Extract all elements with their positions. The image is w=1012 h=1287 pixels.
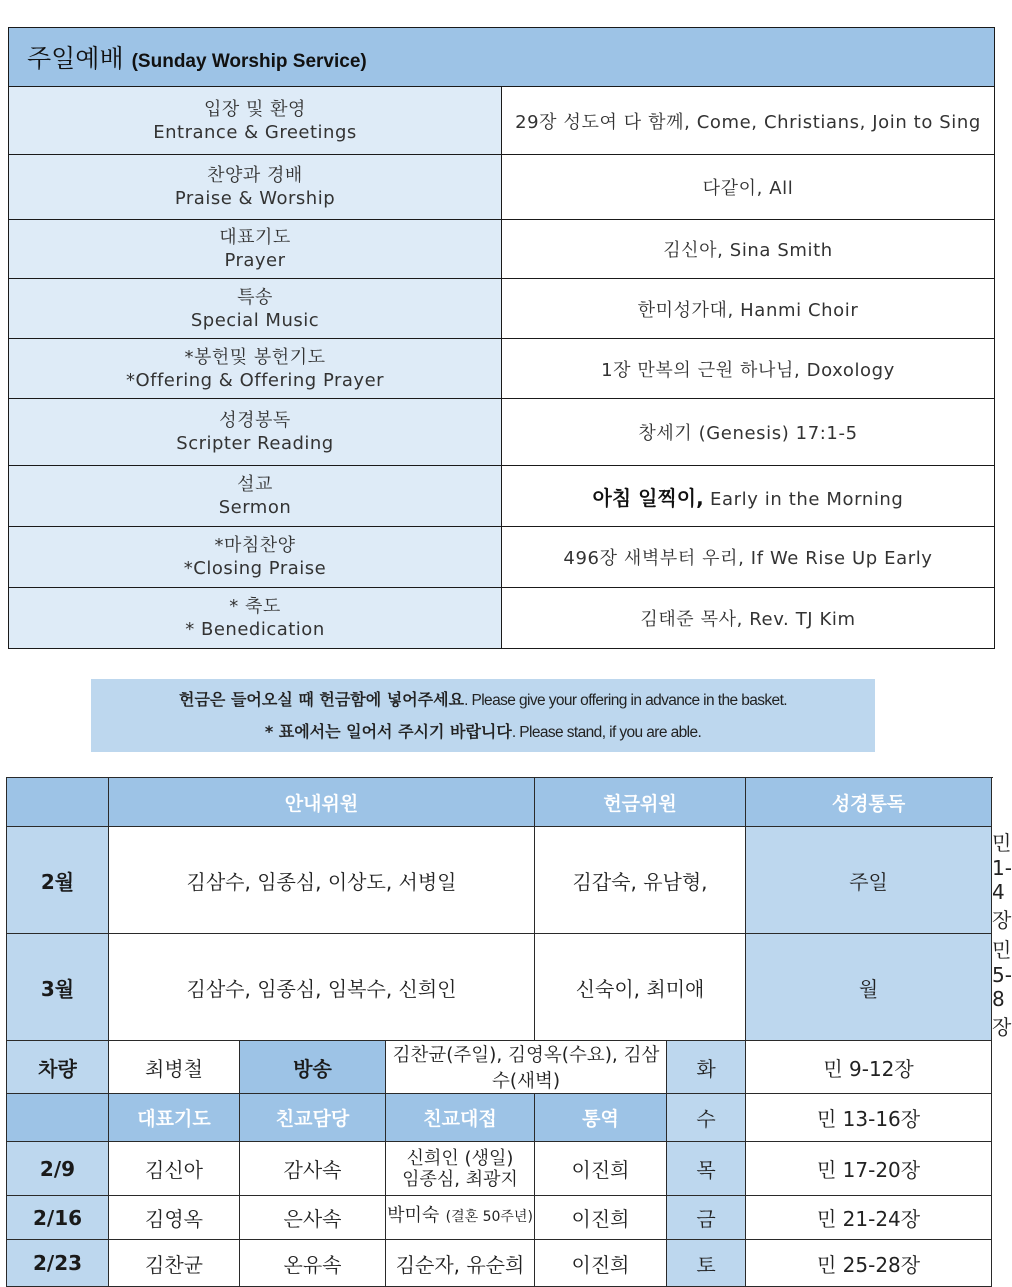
notice-line-2-english: . Please stand, if you are able. [511,724,702,741]
sermon-title [502,466,995,527]
fellowship-group: 온유속 [240,1240,386,1287]
order-value: 김태준 목사, Rev. TJ Kim [502,588,995,649]
notice-line-1-english: . Please give your offering in advance in the basket. [464,692,787,709]
order-label-en: *Offering & Offering Prayer [125,369,385,391]
month-label: 2월 [7,827,109,934]
worship-service-table [8,27,995,649]
fellowship-group: 감사속 [240,1142,386,1196]
order-label-ko: *봉헌및 봉헌기도 [184,346,326,368]
order-label [9,588,502,649]
order-label-ko: 특송 [237,286,273,308]
order-label [9,399,502,466]
reading-day: 수 [667,1094,746,1142]
subheader-hosting: 친교대접 [386,1094,535,1142]
fellowship-group: 은사속 [240,1196,386,1240]
header-bible-reading: 성경통독 [746,778,992,827]
order-label [9,466,502,527]
service-title-korean: 주일예배 [27,44,124,73]
order-value: 김신아, Sina Smith [502,220,995,279]
ushers-list: 김삼수, 임종심, 임복수, 신희인 [109,934,535,1041]
offering-notice [91,679,875,752]
vehicle-name: 최병철 [109,1041,240,1094]
header-blank [7,778,109,827]
reading-range: 민 17-20장 [746,1142,992,1196]
subheader-prayer: 대표기도 [109,1094,240,1142]
sermon-title-korean: 아침 일찍이, [592,485,704,510]
offering-list: 김갑숙, 유남형, [535,827,746,934]
order-label [9,155,502,220]
ushers-list: 김삼수, 임종심, 이상도, 서병일 [109,827,535,934]
order-label [9,339,502,399]
reading-day: 목 [667,1142,746,1196]
order-label [9,220,502,279]
reading-range: 민 13-16장 [746,1094,992,1142]
reading-day: 화 [667,1041,746,1094]
interpreter-name: 이진희 [535,1240,667,1287]
order-label-ko: 찬양과 경배 [207,165,303,186]
prayer-name: 김신아 [109,1142,240,1196]
order-label-en: Scripter Reading [176,433,334,454]
prayer-name: 김찬균 [109,1240,240,1287]
order-label-en: Praise & Worship [174,188,336,209]
order-label-ko: *마침찬양 [214,535,296,556]
order-label-ko: * 축도 [229,596,281,617]
hosting-names: 김순자, 유순희 [386,1240,535,1287]
order-label-ko: 설교 [237,474,273,495]
notice-line-1 [91,689,875,712]
order-label-en: Prayer [224,250,286,271]
offering-list: 신숙이, 최미애 [535,934,746,1041]
prayer-name: 김영옥 [109,1196,240,1240]
vehicle-label: 차량 [7,1041,109,1094]
broadcast-label: 방송 [240,1041,386,1094]
notice-line-2 [91,721,875,744]
notice-line-1-korean: 헌금은 들어오실 때 헌금함에 넣어주세요 [179,690,465,709]
hosting-names [386,1142,535,1196]
order-value: 창세기 (Genesis) 17:1-5 [502,399,995,466]
order-label-en: * Benedication [185,619,325,640]
reading-day: 주일 [746,827,992,934]
order-label [9,527,502,588]
date-label: 2/16 [7,1196,109,1240]
order-value: 29장 성도여 다 함께, Come, Christians, Join to Sing [502,87,995,155]
subheader-interpret: 통역 [535,1094,667,1142]
hosting-names [386,1196,535,1240]
notice-line-2-korean: * 표에서는 일어서 주시기 바랍니다 [264,722,512,741]
order-value: 한미성가대, Hanmi Choir [502,279,995,339]
order-label-ko: 입장 및 환영 [204,98,306,120]
order-label [9,87,502,155]
order-value: 다같이, All [502,155,995,220]
order-label-en: Sermon [218,497,292,518]
header-ushers: 안내위원 [109,778,535,827]
service-title [9,28,995,87]
subheader-blank [7,1094,109,1142]
order-value: 496장 새벽부터 우리, If We Rise Up Early [502,527,995,588]
reading-range: 민 25-28장 [746,1240,992,1287]
subheader-fellowship: 친교담당 [240,1094,386,1142]
reading-day: 토 [667,1240,746,1287]
hosting-line-1: 신희인 (생일) [406,1147,514,1169]
reading-range: 민 9-12장 [746,1041,992,1094]
interpreter-name: 이진희 [535,1196,667,1240]
reading-day: 월 [746,934,992,1041]
order-label-en: Special Music [190,309,320,331]
order-label-ko: 대표기도 [219,227,291,248]
interpreter-name: 이진희 [535,1142,667,1196]
duty-schedule-table: 안내위원 헌금위원 성경통독 2월 김삼수, 임종심, 이상도, 서병일 김갑숙, 유남형, 주일 민 1-4장 3월 김삼수, 임종심, 임복수, 신희인 신숙이, 최미애 월 민 5-8장 차량 최병철 방송 김찬균(주일), 김영옥(수요), 김삼수(새벽) 화 민 9-12장 대표기도 친교담당 친교대접 통역 수 민 13-16장 2/9 김신아 감사속 신희인 (생일) 임종심, 최광지 이진희 목 민 17-20장 2/16 김영옥 은사속 박미숙 (결혼 50주년) 이진희 금 민 21-24장 2/23 김찬균 온유속 김순자, 유순희 이진희 토 민 25-28장 [6,777,992,1287]
service-title-english: (Sunday Worship Service) [131,51,367,72]
header-offering: 헌금위원 [535,778,746,827]
order-label-en: *Closing Praise [183,558,327,579]
date-label: 2/9 [7,1142,109,1196]
hosting-main: 박미숙 [387,1205,440,1226]
reading-day: 금 [667,1196,746,1240]
month-label: 3월 [7,934,109,1041]
hosting-note: (결혼 50주년) [445,1209,533,1225]
hosting-line-2: 임종심, 최광지 [402,1168,518,1190]
broadcast-list: 김찬균(주일), 김영옥(수요), 김삼수(새벽) [386,1041,667,1094]
order-value: 1장 만복의 근원 하나님, Doxology [502,339,995,399]
reading-range: 민 21-24장 [746,1196,992,1240]
sermon-title-english: Early in the Morning [710,488,904,510]
order-label-en: Entrance & Greetings [153,121,357,143]
order-label-ko: 성경봉독 [219,410,291,431]
date-label: 2/23 [7,1240,109,1287]
order-label [9,279,502,339]
